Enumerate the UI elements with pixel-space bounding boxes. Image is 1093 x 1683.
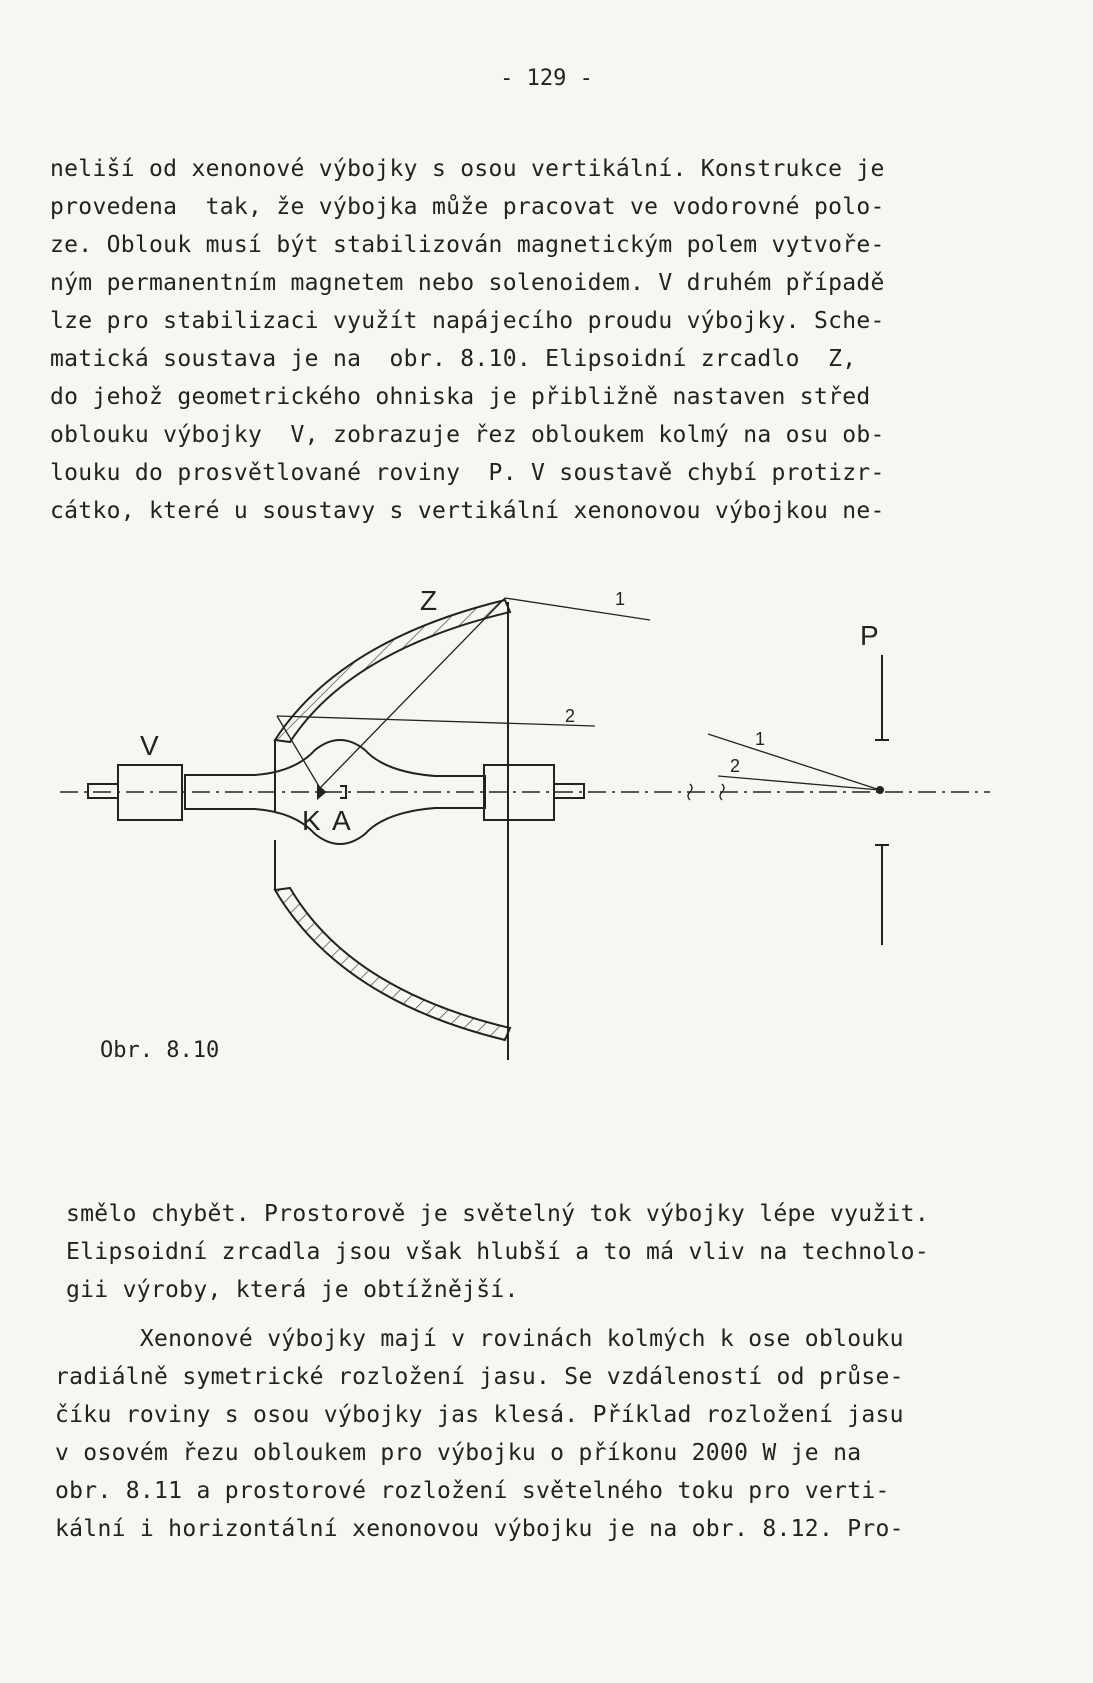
text-line: smělo chybět. Prostorově je světelný tok výbojky lépe využit. <box>66 1201 929 1227</box>
ray-line <box>718 776 880 790</box>
text-line: gii výroby, která je obtížnější. <box>66 1277 519 1303</box>
figure-8-10 <box>40 585 1000 1100</box>
text-line: kální i horizontální xenonovou výbojku je na obr. 8.12. Pro- <box>55 1516 904 1542</box>
text-line: radiálně symetrické rozložení jasu. Se vzdáleností od průse- <box>55 1364 904 1390</box>
text-line: číku roviny s osou výbojky jas klesá. Příklad rozložení jasu <box>55 1402 904 1428</box>
ray-line <box>277 716 595 726</box>
ray-label-2: 2 <box>565 706 576 726</box>
label-p: P <box>860 620 879 651</box>
text-line: neliší od xenonové výbojky s osou vertikální. Konstrukce je <box>50 156 885 182</box>
label-k: K <box>302 805 321 836</box>
label-v: V <box>140 730 159 761</box>
figure-caption: Obr. 8.10 <box>100 1038 220 1063</box>
lamp-mirror-diagram <box>40 585 1000 1100</box>
label-z: Z <box>420 585 438 616</box>
text-line: Xenonové výbojky mají v rovinách kolmých k ose oblouku <box>55 1326 904 1352</box>
ray-label-1: 1 <box>755 729 766 749</box>
text-line: louku do prosvětlované roviny P. V soustavě chybí protizr- <box>50 460 885 486</box>
text-line: provedena tak, že výbojka může pracovat ve vodorovné polo- <box>50 194 885 220</box>
paragraph-3 <box>55 1320 1045 1548</box>
text-line: v osovém řezu obloukem pro výbojku o příkonu 2000 W je na <box>55 1440 862 1466</box>
text-line: cátko, které u soustavy s vertikální xenonovou výbojkou ne- <box>50 498 885 524</box>
text-line: obr. 8.11 a prostorové rozložení světelného toku pro verti- <box>55 1478 890 1504</box>
text-line: do jehož geometrického ohniska je přibližně nastaven střed <box>50 384 871 410</box>
mirror-lower-section <box>275 888 510 1040</box>
lamp-pin-left <box>88 784 118 798</box>
label-a: A <box>332 805 351 836</box>
text-line: ze. Oblouk musí být stabilizován magnetickým polem vytvoře- <box>50 232 885 258</box>
page-number: - 129 - <box>500 66 593 91</box>
ray-line <box>320 598 505 788</box>
focus-point <box>877 787 883 793</box>
ray-line <box>505 598 650 620</box>
cathode <box>318 786 325 798</box>
lamp-pin-right <box>554 784 584 798</box>
mirror-upper-section <box>275 600 510 742</box>
text-line: ným permanentním magnetem nebo solenoidem. V druhém případě <box>50 270 885 296</box>
ray-label-2: 2 <box>730 756 741 776</box>
text-line: matická soustava je na obr. 8.10. Elipsoidní zrcadlo Z, <box>50 346 857 372</box>
text-line: Elipsoidní zrcadla jsou však hlubší a to má vliv na technolo- <box>66 1239 929 1265</box>
paragraph-2 <box>66 1195 1056 1309</box>
ray-label-1: 1 <box>615 589 626 609</box>
text-line: oblouku výbojky V, zobrazuje řez obloukem kolmý na osu ob- <box>50 422 885 448</box>
text-line: lze pro stabilizaci využít napájecího proudu výbojky. Sche- <box>50 308 885 334</box>
paragraph-1 <box>50 150 1040 530</box>
